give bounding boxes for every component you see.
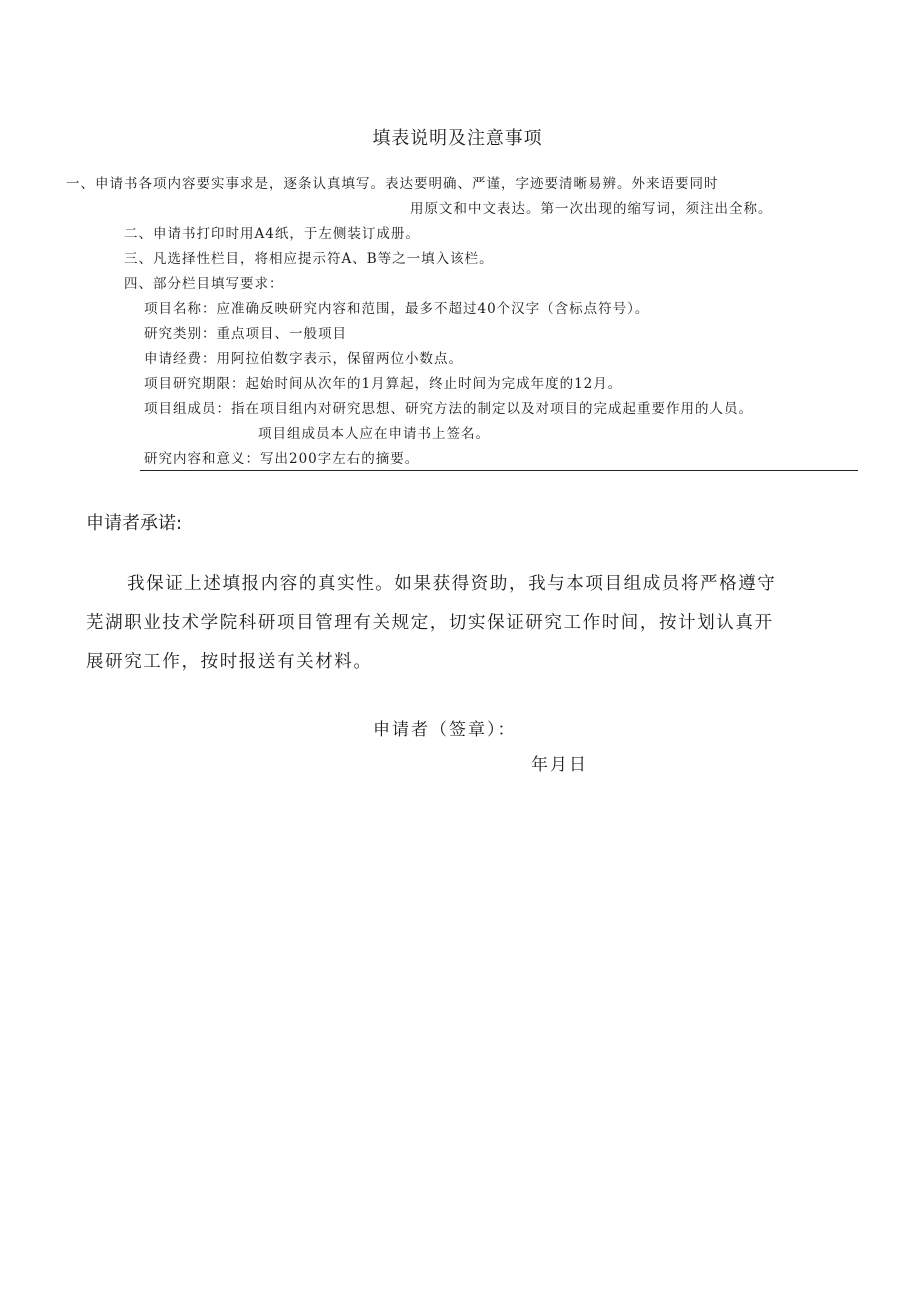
pledge-line-2: 芜湖职业技术学院科研项目管理有关规定，切实保证研究工作时间，按计划认真开 — [86, 613, 774, 633]
page-title: 填表说明及注意事项 — [372, 128, 543, 149]
instruction-item-2: 二、申请书打印时用A4纸，于左侧装订成册。 — [124, 226, 420, 242]
instruction-category: 研究类别：重点项目、一般项目 — [144, 326, 347, 342]
instruction-project-name: 项目名称：应准确反映研究内容和范围，最多不超过40个汉字（含标点符号）。 — [144, 301, 650, 317]
instruction-period: 项目研究期限：起始时间从次年的1月算起，终止时间为完成年度的12月。 — [144, 376, 623, 392]
pledge-line-1: 我保证上述填报内容的真实性。如果获得资助，我与本项目组成员将严格遵守 — [127, 574, 777, 594]
instruction-members-line-1: 项目组成员：指在项目组内对研究思想、研究方法的制定以及对项目的完成起重要作用的人员。 — [144, 401, 753, 417]
applicant-signature-label: 申请者（签章）： — [373, 720, 517, 740]
instruction-item-1-line-1: 一、申请书各项内容要实事求是，逐条认真填写。表达要明确、严谨，字迹要清晰易辨。外来语要同时 — [66, 176, 719, 192]
instruction-funding: 申请经费：用阿拉伯数字表示，保留两位小数点。 — [144, 351, 463, 367]
instruction-item-1-line-2: 用原文和中文表达。第一次出现的缩写词，须注出全称。 — [410, 201, 773, 217]
instruction-item-3: 三、凡选择性栏目，将相应提示符A、B等之一填入该栏。 — [124, 251, 494, 267]
instruction-members-line-2: 项目组成员本人应在申请书上签名。 — [258, 426, 490, 442]
pledge-line-3: 展研究工作，按时报送有关材料。 — [86, 652, 373, 672]
instruction-content: 研究内容和意义：写出200字左右的摘要。 — [144, 451, 420, 467]
instructions-divider — [140, 470, 858, 471]
instruction-item-4: 四、部分栏目填写要求： — [124, 276, 284, 292]
pledge-heading: 申请者承诺: — [86, 513, 183, 534]
signature-date-label: 年月日 — [531, 755, 588, 775]
